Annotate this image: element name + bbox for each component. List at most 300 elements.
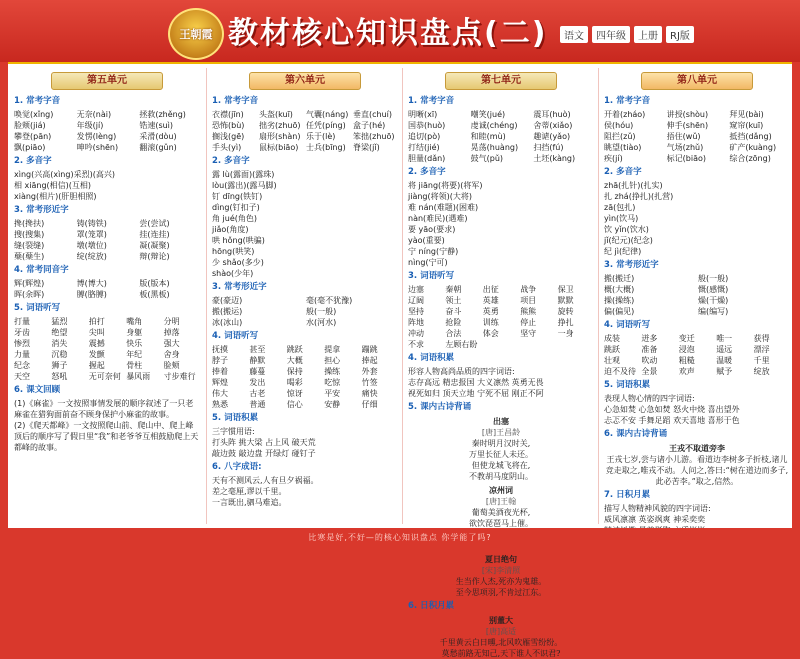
list-item: 绽(绽放) [76,252,107,261]
section-title: 6. 课内古诗背诵 [604,429,668,439]
list-item: 任凭(píng) [306,121,346,130]
section-body [408,366,594,399]
list-item: 编(编写) [698,307,729,316]
unit-column-6 [212,68,398,524]
list-item: 呻吟(shēn) [76,143,119,152]
list-item: 痛快 [361,389,378,398]
list-item: 少 shǎo(多少) [212,258,264,267]
list-item: 拜见(bài) [729,110,764,119]
unit-column-8 [604,68,790,524]
list-item: 快乐 [126,339,143,348]
list-item: 脸颊(jiá) [14,121,46,130]
list-item: zā(包扎) [604,203,636,212]
list-item: 拙劣(zhuō) [259,121,301,130]
list-item: 吃惊 [324,378,341,387]
list-item: 强大 [163,339,180,348]
list-item: (1)《麻雀》一文按照事情发展的顺序叙述了一只老麻雀在猎狗面前奋不顾身保护小麻雀的故事。 [14,399,194,419]
list-item: 唯一 [716,334,733,343]
unit-column-7 [408,68,594,658]
list-item: 钉 dīng(铁钉) [212,192,263,201]
list-item: 狮子 [51,361,68,370]
list-item: 迫不及待 [604,367,636,376]
list-item: 打头阵 挑大梁 占上风 破天荒 [212,438,316,447]
unit-title: 第八单元 [641,72,753,90]
section-body [212,169,398,279]
footer-slogan: 比寒是好,不好—的核心知识盘点 你学能了吗? [308,533,492,542]
poem-author: [唐]王翰 [485,497,517,506]
section-body [604,273,790,317]
list-item: 年纪 [126,350,143,359]
list-item: (2)《爬天都峰》一文按照爬山前、爬山中、爬上峰顶后的顺序写了假日里“我”和老爷爷互相鼓励爬上天都峰的故事。 [14,421,199,452]
list-item: 眺望(tiào) [604,143,642,152]
list-item: 安静 [324,400,341,409]
list-item: 伟大 [212,389,228,398]
list-item: 尝(尝试) [139,219,170,228]
list-item: 毫(毫不犹豫) [306,296,353,305]
list-item: 脸颊 [163,361,180,370]
list-item: 偏(偏见) [604,307,635,316]
list-item: 敲边鼓 敲边盘 开绿灯 碰钉子 [212,449,316,458]
list-item: 停止 [520,318,537,327]
section-title: 2. 多音字 [408,167,446,177]
list-item: 猛烈 [51,317,68,326]
section-title: 4. 词语听写 [604,320,651,330]
list-item: 惊讶 [286,389,303,398]
poem-line: 葡萄美酒夜光杯, [471,508,531,517]
list-item: 英雄 [482,296,499,305]
list-item: 矿产(kuàng) [729,143,777,152]
list-item: 头盔(kuī) [259,110,293,119]
list-item: nìng(宁可) [408,258,448,267]
section-body [604,333,790,377]
list-item: 骨柱 [126,361,143,370]
list-item: 抢险 [445,318,462,327]
section-body [408,109,594,164]
list-item: 晖(余晖) [14,290,45,299]
list-item: xìng(兴高(xìng)采烈)(高兴) [14,170,115,179]
list-item: 大概 [286,356,303,365]
list-item: 开着(zháo) [604,110,646,119]
list-item: 提拿 [324,345,341,354]
poem-author: [唐]高适 [485,627,517,636]
section-body [14,218,200,262]
list-item: 年级(jí) [76,121,104,130]
list-item: 翻滚(gǔn) [139,143,177,152]
section-title: 1. 常考字音 [604,96,651,106]
list-item: 奋斗 [445,307,462,316]
list-item: 蘖(蘖生) [14,252,45,261]
grade-tags [560,26,694,43]
list-item: yìn(饮马) [604,214,639,223]
list-item: 壮观 [604,356,620,365]
list-item: 不求 [408,340,424,349]
logo-text: 王朝霞 [179,28,213,41]
section-body [604,109,790,164]
list-item: 熟悉 [212,400,228,409]
list-item: 气囊(náng) [306,110,349,119]
list-item: 项目 [520,296,537,305]
poem-line: 生当作人杰,死亦为鬼雄。 [455,577,547,586]
list-item: 领土 [445,296,462,305]
list-item: 相 xiāng(相信)(互相) [14,181,92,190]
list-item: 打量 [14,317,30,326]
poem-title: 别董大 [489,616,513,625]
list-item: 挣扎 [557,318,574,327]
list-item: jǐ(纪元)(纪念) [604,236,653,245]
section-title: 2. 多音字 [604,167,642,177]
section-title: 2. 多音字 [14,156,52,166]
page-title: 教材核心知识盘点(二) [228,16,548,51]
list-item: 变迁 [678,334,695,343]
list-item: 笨拙(zhuō) [353,132,395,141]
list-item: 搀(搀扶) [14,219,45,228]
poem-line: 王戎七岁,尝与诸小儿游。看道边李树多子折枝,诸儿竞走取之,唯戎不动。人问之,答曰:“树在道边而多子,此必苦李。”取之,信然。 [605,455,789,486]
list-item: 纪念 [14,361,30,370]
list-item: 分明 [163,317,180,326]
poem-line: 千里黄云白日曛,北风吹雁雪纷纷。 [439,638,563,647]
list-item: 跳跃 [286,345,303,354]
list-item: 慨(感慨) [698,285,729,294]
list-item: 粗糙 [678,356,695,365]
section-title: 7. 日积月累 [604,490,651,500]
list-item: 拍打 [88,317,105,326]
list-item: 冰(冰山) [212,318,243,327]
list-item: 暴风雨 [126,372,151,381]
list-item: 平安 [324,389,341,398]
list-item: 哄 hǒng(哄骗) [212,236,265,245]
list-item: 发颤 [88,350,105,359]
section-body [604,393,790,426]
section-title: 4. 词语积累 [408,353,455,363]
list-item: 燥(干燥) [698,296,729,305]
unit-title: 第七单元 [445,72,557,90]
section-title: 1. 常考字音 [212,96,259,106]
list-item: 合法 [445,329,462,338]
poem-line: 但使龙城飞将在, [471,461,531,470]
list-item: 辉煌 [212,378,228,387]
list-item: 趣谑(yǎo) [533,132,571,141]
poem-line: 至今思项羽,不肯过江东。 [455,588,547,597]
list-item: 描写人物精神风貌的四字词语: [604,504,711,513]
list-item: jiǎo(角度) [212,225,249,234]
list-item: 唤觉(xǐng) [14,110,54,119]
list-item: 冲动 [408,329,424,338]
grade-tag-subject: 语文 [560,26,588,43]
list-item: 视死如归 顶天立地 宁死不屈 刚正不阿 [408,389,544,398]
list-item: 气场(zhǔ) [666,143,704,152]
section-title: 3. 常考形近字 [14,205,69,215]
list-item: 综合(zōng) [729,154,771,163]
list-item: 志存高远 精忠报国 大义凛然 英勇无畏 [408,378,544,387]
section-title: 2. 多音字 [212,156,250,166]
list-item: 搜(搜集) [14,230,45,239]
list-item: 概(大概) [604,285,635,294]
poem-line: 不教胡马度阴山。 [469,472,533,481]
section-title: 6. 八字成语: [212,462,262,472]
list-item: shào(少年) [212,269,254,278]
list-item: 抵挡(dǎng) [729,132,772,141]
grade-tag-edition: RJ版 [666,26,694,43]
list-item: 震耳(huò) [533,110,571,119]
list-item: 士兵(bīng) [306,143,346,152]
list-item: dìng(钉扣子) [212,203,260,212]
list-item: 喝彩 [286,378,303,387]
list-item: 一言既出,驷马难追。 [212,498,287,507]
list-item: 甚至 [249,345,266,354]
list-item: 一身 [557,329,574,338]
list-item: 惨烈 [14,339,30,348]
header [0,0,800,62]
column-divider [402,68,403,524]
list-item: zhā(扎针)(扎实) [604,181,663,190]
list-item: 怒吼 [51,372,68,381]
poem-line: 欲饮琵琶马上催。 [469,519,533,528]
list-item: 衣襟(jīn) [212,110,244,119]
list-item: 嘲笑(jué) [470,110,506,119]
section-title: 4. 常考同音字 [14,265,69,275]
list-item: 吹动 [641,356,658,365]
list-item: 心急如焚 心急如焚 怒火中烧 喜出望外 [604,405,740,414]
list-item: 忐忑不安 手舞足蹈 欢天喜地 喜形于色 [604,416,740,425]
list-item: 竹签 [361,378,378,387]
list-item: 威风凛凛 英姿飒爽 神采奕奕 [604,515,706,524]
list-item: hōng(哄笑) [212,247,255,256]
poem-line: 万里长征人未还。 [469,450,533,459]
list-item: 获得 [753,334,770,343]
list-item: 遥远 [716,345,733,354]
list-item: 追切(pò) [408,132,441,141]
list-item: 宁 níng(宁静) [408,247,459,256]
list-item: 罩(笼罩) [76,230,107,239]
list-item: 锆速(suì) [139,121,174,130]
list-item: 侯(hóu) [604,121,634,130]
list-item: 舍蒂(xiǎo) [533,121,573,130]
list-item: 藤蔓 [249,367,266,376]
list-item: 盒子(hé) [353,121,386,130]
list-item: 般(一般) [698,274,729,283]
grade-tag-volume: 上册 [634,26,662,43]
list-item: 出征 [482,285,499,294]
list-item: 缝(裂缝) [14,241,45,250]
list-item: 般(一般) [306,307,337,316]
list-item: 绝望 [51,328,68,337]
list-item: 打结(jié) [408,143,440,152]
list-item: yào(重要) [408,236,445,245]
section-title: 6. 日积月累 [408,601,455,611]
list-item: 露 lù(露面)(露珠) [212,170,275,179]
list-item: 采滑(dòu) [139,132,177,141]
list-item: 挂(连挂) [139,230,170,239]
list-item: 握起 [88,361,105,370]
list-item: 天有不测风云,人有旦夕祸福。 [212,476,319,485]
list-item: 左顾右盼 [445,340,478,349]
unit-title: 第五单元 [51,72,163,90]
section-body [408,180,594,268]
list-item: 扫挡(fú) [533,143,564,152]
list-item: jiàng(将领)(大将) [408,192,472,201]
list-item: 身躯 [126,328,143,337]
list-item: 版(版本) [139,279,170,288]
section-title: 3. 词语听写 [408,271,455,281]
list-item: 外套 [361,367,378,376]
list-item: 嘴角 [126,317,143,326]
list-item: xiàng(相片)(肝胆相照) [14,192,97,201]
list-item: 秦朝 [445,285,462,294]
list-item: 操练 [324,367,341,376]
list-item: 豪(豪迈) [212,296,243,305]
section-body [14,398,200,453]
list-item: 标记(biāo) [666,154,706,163]
list-item: 搬(搬迁) [604,274,635,283]
list-item: 古老 [249,389,266,398]
list-item: 胆量(dǎn) [408,154,446,163]
section-body [212,475,398,508]
list-item: 博(博大) [76,279,107,288]
list-item: 明晰(xī) [408,110,438,119]
list-item: 震撼 [88,339,105,348]
list-item: 捧着 [212,367,228,376]
list-item: 水(河水) [306,318,337,327]
poem-title: 出塞 [493,417,509,426]
list-item: 发出 [249,378,266,387]
list-item: 土坯(kàng) [533,154,576,163]
list-item: 扇形(shàn) [259,132,301,141]
column-divider [206,68,207,524]
list-item: 辉(辉煌) [14,279,45,288]
list-item: 乐于(lè) [306,132,336,141]
section-title: 3. 常考形近字 [604,260,659,270]
section-body [14,278,200,300]
list-item: 沉稳 [51,350,68,359]
list-item: 和睦(mù) [470,132,506,141]
list-item: 垂直(chuí) [353,110,393,119]
list-item: 脖子 [212,356,228,365]
list-item: 无可奈何 [88,372,121,381]
list-item: 赋予 [716,367,733,376]
list-item: 三字惯用语: [212,427,255,436]
list-item: 战争 [520,285,537,294]
section-body [212,344,398,410]
list-item: 坚守 [520,329,537,338]
section-title: 5. 词语听写 [14,303,61,313]
column-divider [598,68,599,524]
poem-line: 莫愁前路无知己,天下谁人不识君? [441,649,561,658]
list-item: 脊梁(jǐ) [353,143,380,152]
section-body [212,295,398,328]
list-item: 搬(搬运) [212,307,243,316]
grade-tag-grade: 四年级 [592,26,630,43]
list-item: 无奈(nài) [76,110,112,119]
section-title: 6. 课文回顾 [14,385,61,395]
list-item: 熊熊 [520,307,537,316]
list-item: lòu(露出)(露马脚) [212,181,277,190]
list-item: 捧起 [361,356,378,365]
poem-title: 凉州词 [489,486,513,495]
list-item: 膊(胳膊) [76,290,107,299]
list-item: 旋转 [557,307,574,316]
list-item: 发愣(lèng) [76,132,117,141]
list-item: 静默 [249,356,266,365]
list-item: 鼓气(pǔ) [470,154,504,163]
list-item: 边塞 [408,285,424,294]
list-item: 晃荡(huàng) [470,143,519,152]
list-item: 捂住(wǔ) [666,132,701,141]
list-item: 阵地 [408,318,424,327]
list-item: 伸手(shēn) [666,121,709,130]
list-item: nàn(难民)(遇难) [408,214,468,223]
unit-title: 第六单元 [249,72,361,90]
poem-title: 王戎不取道旁李 [669,444,725,453]
list-item: 铸(铸铁) [76,219,107,228]
section-title: 1. 常考字音 [408,96,455,106]
section-title: 1. 常考字音 [14,96,61,106]
list-item: 保持 [286,367,303,376]
list-item: 阻拦(zǔ) [604,132,636,141]
list-item: 迸多 [641,334,658,343]
list-item: 搁浅(gē) [212,132,245,141]
list-item: 鼠标(biāo) [259,143,299,152]
list-item: 虔诚(chéng) [470,121,518,130]
list-item: 信心 [286,400,303,409]
list-item: 普通 [249,400,266,409]
list-item: 保卫 [557,285,574,294]
poem-title: 夏日绝句 [485,555,517,564]
section-title: 5. 词语积累 [604,380,651,390]
list-item: 表现人物心情的四字词语: [604,394,695,403]
list-item: 欢声 [678,367,695,376]
section-body [212,109,398,153]
list-item: 扎 zhá(挣扎)(扎营) [604,192,674,201]
list-item: 差之毫厘,谬以千里。 [212,487,287,496]
list-item: 凝(凝聚) [139,241,170,250]
list-item: 疾(jí) [604,154,623,163]
list-item: 温暖 [716,356,733,365]
list-item: 操(操练) [604,296,635,305]
section-body [604,180,790,257]
list-item: 抚摸 [212,345,228,354]
list-item: 辽阔 [408,296,424,305]
section-body [408,284,594,350]
list-item: 国恭(huò) [408,121,446,130]
list-item: 要 yāo(要求) [408,225,456,234]
section-body [14,169,200,202]
list-item: 牙齿 [14,328,30,337]
list-item: 蹦跳 [361,345,378,354]
section-title: 5. 课内古诗背诵 [408,402,472,412]
list-item: 恐怖(bù) [212,121,245,130]
list-item: 准备 [641,345,658,354]
list-item: 坚持 [408,307,424,316]
brand-logo [168,8,224,60]
list-item: 成装 [604,334,620,343]
section-title: 5. 词语积累 [212,413,259,423]
list-item: 手头(yì) [212,143,242,152]
list-item: 讲授(shòu) [666,110,709,119]
poem-line: 秦时明月汉时关, [471,439,531,448]
list-item: 板(黑板) [139,290,170,299]
section-title: 3. 常考形近字 [212,282,267,292]
list-item: 力量 [14,350,30,359]
list-item: 仔细 [361,400,378,409]
poem-author: [唐]王昌龄 [481,428,521,437]
list-item: 角 jué(角色) [212,214,257,223]
list-item: 消失 [51,339,68,348]
list-item: 将 jiāng(将要)(将军) [408,181,483,190]
section-body [212,426,398,459]
list-item: 英勇 [482,307,499,316]
list-item: 默默 [557,296,574,305]
poem-author: [宋]李清照 [481,566,521,575]
